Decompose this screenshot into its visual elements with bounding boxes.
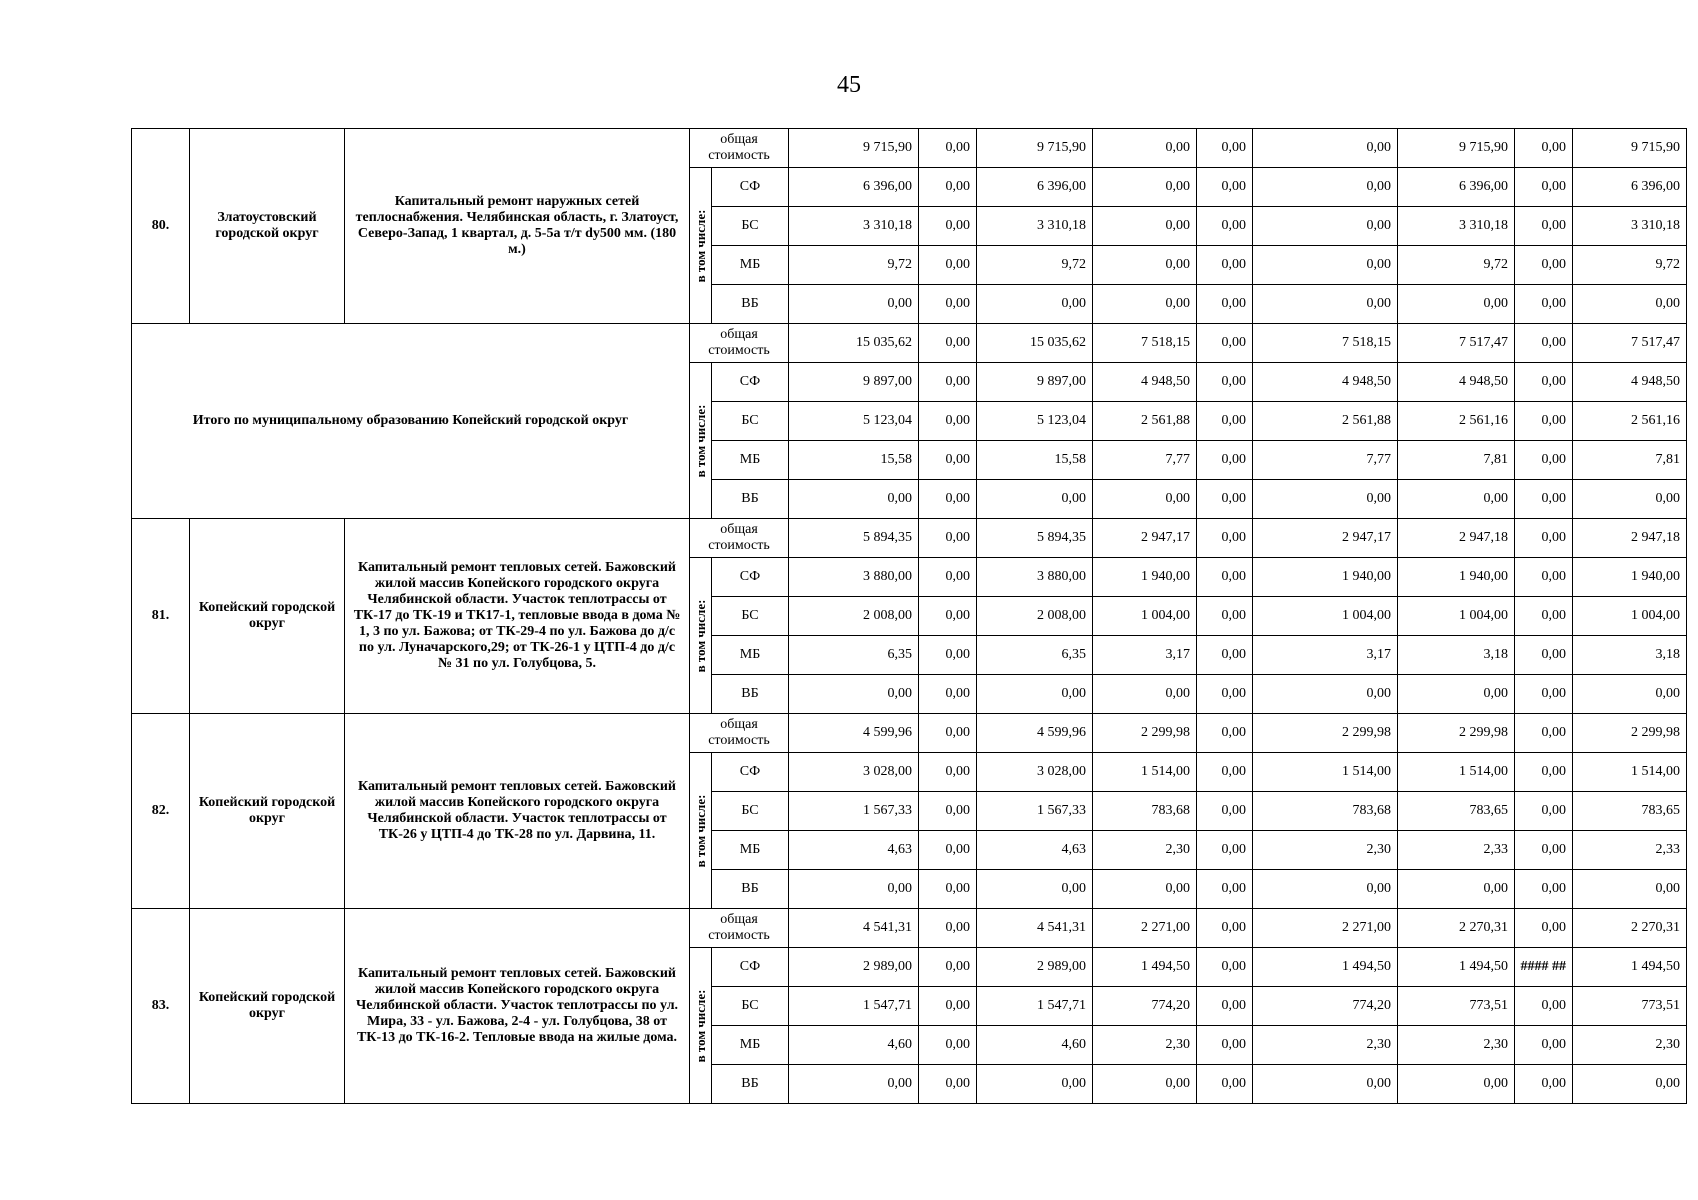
value-cell: 3 310,18 xyxy=(1398,207,1515,246)
value-cell: 0,00 xyxy=(1197,1065,1253,1104)
value-cell: 9 897,00 xyxy=(789,363,919,402)
value-cell: 773,51 xyxy=(1573,987,1687,1026)
including-label-cell xyxy=(690,168,712,324)
row-number: 83. xyxy=(132,909,190,1104)
value-cell: 0,00 xyxy=(919,519,977,558)
value-cell: 0,00 xyxy=(919,831,977,870)
fund-label: БС xyxy=(712,792,789,831)
value-cell: 1 940,00 xyxy=(1253,558,1398,597)
value-cell: 2 299,98 xyxy=(1573,714,1687,753)
value-cell: 0,00 xyxy=(1515,831,1573,870)
table-row xyxy=(132,519,1687,558)
value-cell: 0,00 xyxy=(919,948,977,987)
value-cell: 0,00 xyxy=(1197,168,1253,207)
value-cell: 9,72 xyxy=(789,246,919,285)
value-cell: 4 541,31 xyxy=(977,909,1093,948)
fund-label: СФ xyxy=(712,753,789,792)
value-cell: 0,00 xyxy=(919,675,977,714)
value-cell: 0,00 xyxy=(919,987,977,1026)
value-cell: 0,00 xyxy=(1515,597,1573,636)
value-cell: 1 514,00 xyxy=(1398,753,1515,792)
value-cell: 0,00 xyxy=(1398,675,1515,714)
value-cell: 0,00 xyxy=(1515,1026,1573,1065)
value-cell: 2 299,98 xyxy=(1093,714,1197,753)
value-cell: 0,00 xyxy=(1515,480,1573,519)
value-cell: 0,00 xyxy=(1197,636,1253,675)
value-cell: #### ## xyxy=(1515,948,1573,987)
value-cell: 2 271,00 xyxy=(1093,909,1197,948)
including-label-cell xyxy=(690,363,712,519)
value-cell: 6,35 xyxy=(977,636,1093,675)
value-cell: 0,00 xyxy=(919,168,977,207)
value-cell: 0,00 xyxy=(1573,675,1687,714)
value-cell: 0,00 xyxy=(919,402,977,441)
value-cell: 1 494,50 xyxy=(1573,948,1687,987)
value-cell: 0,00 xyxy=(1253,675,1398,714)
value-cell: 5 894,35 xyxy=(977,519,1093,558)
value-cell: 0,00 xyxy=(1515,987,1573,1026)
value-cell: 3,17 xyxy=(1093,636,1197,675)
value-cell: 773,51 xyxy=(1398,987,1515,1026)
fund-label: СФ xyxy=(712,558,789,597)
value-cell: 9 897,00 xyxy=(977,363,1093,402)
value-cell: 0,00 xyxy=(1197,324,1253,363)
value-cell: 1 514,00 xyxy=(1573,753,1687,792)
value-cell: 2 561,88 xyxy=(1093,402,1197,441)
value-cell: 0,00 xyxy=(789,675,919,714)
value-cell: 7 517,47 xyxy=(1398,324,1515,363)
value-cell: 0,00 xyxy=(1515,636,1573,675)
value-cell: 0,00 xyxy=(1515,168,1573,207)
value-cell: 7,81 xyxy=(1398,441,1515,480)
value-cell: 0,00 xyxy=(919,792,977,831)
fund-label: БС xyxy=(712,207,789,246)
value-cell: 0,00 xyxy=(919,363,977,402)
value-cell: 0,00 xyxy=(1515,285,1573,324)
value-cell: 0,00 xyxy=(919,1026,977,1065)
fund-label: СФ xyxy=(712,948,789,987)
value-cell: 2 299,98 xyxy=(1398,714,1515,753)
including-label: в том числе: xyxy=(692,209,708,282)
value-cell: 0,00 xyxy=(1093,207,1197,246)
value-cell: 3 880,00 xyxy=(977,558,1093,597)
value-cell: 15 035,62 xyxy=(789,324,919,363)
value-cell: 7 517,47 xyxy=(1573,324,1687,363)
value-cell: 1 494,50 xyxy=(1253,948,1398,987)
row-number: 80. xyxy=(132,129,190,324)
value-cell: 0,00 xyxy=(1197,129,1253,168)
municipality-cell: Копейский городской округ xyxy=(190,909,345,1104)
value-cell: 0,00 xyxy=(1093,168,1197,207)
row-number: 81. xyxy=(132,519,190,714)
fund-label: БС xyxy=(712,597,789,636)
including-label: в том числе: xyxy=(692,599,708,672)
value-cell: 0,00 xyxy=(1398,1065,1515,1104)
total-cost-label: общая стоимость xyxy=(690,129,789,168)
value-cell: 0,00 xyxy=(1197,792,1253,831)
work-description: Капитальный ремонт тепловых сетей. Бажовский жилой массив Копейского городского округа Челябинской области. Участок теплотрассы по ул. Мира, 33 - ул. Бажова, 2-4 - ул. Голубцова, 38 от ТК-13 до ТК-16-2. Тепловые ввода на жилые дома. xyxy=(345,909,690,1104)
value-cell: 0,00 xyxy=(1253,1065,1398,1104)
value-cell: 2,30 xyxy=(1398,1026,1515,1065)
value-cell: 2,30 xyxy=(1093,1026,1197,1065)
total-cost-label: общая стоимость xyxy=(690,519,789,558)
total-cost-label: общая стоимость xyxy=(690,324,789,363)
value-cell: 3 310,18 xyxy=(977,207,1093,246)
value-cell: 0,00 xyxy=(977,675,1093,714)
value-cell: 0,00 xyxy=(1515,207,1573,246)
value-cell: 0,00 xyxy=(1093,129,1197,168)
value-cell: 1 004,00 xyxy=(1573,597,1687,636)
value-cell: 0,00 xyxy=(1197,753,1253,792)
including-label: в том числе: xyxy=(692,404,708,477)
value-cell: 1 547,71 xyxy=(977,987,1093,1026)
value-cell: 5 894,35 xyxy=(789,519,919,558)
value-cell: 1 004,00 xyxy=(1253,597,1398,636)
value-cell: 0,00 xyxy=(1398,285,1515,324)
value-cell: 9,72 xyxy=(977,246,1093,285)
value-cell: 0,00 xyxy=(977,1065,1093,1104)
table-row xyxy=(132,324,1687,363)
value-cell: 5 123,04 xyxy=(789,402,919,441)
value-cell: 6 396,00 xyxy=(1573,168,1687,207)
value-cell: 15,58 xyxy=(789,441,919,480)
value-cell: 0,00 xyxy=(919,1065,977,1104)
including-label-cell xyxy=(690,948,712,1104)
table-row xyxy=(132,714,1687,753)
value-cell: 2,30 xyxy=(1253,1026,1398,1065)
value-cell: 0,00 xyxy=(1515,558,1573,597)
value-cell: 4 599,96 xyxy=(789,714,919,753)
value-cell: 2,33 xyxy=(1398,831,1515,870)
value-cell: 0,00 xyxy=(1515,1065,1573,1104)
value-cell: 0,00 xyxy=(1515,675,1573,714)
value-cell: 6,35 xyxy=(789,636,919,675)
value-cell: 0,00 xyxy=(1253,870,1398,909)
value-cell: 4,63 xyxy=(789,831,919,870)
value-cell: 0,00 xyxy=(1253,246,1398,285)
value-cell: 0,00 xyxy=(977,480,1093,519)
value-cell: 7 518,15 xyxy=(1093,324,1197,363)
value-cell: 4,63 xyxy=(977,831,1093,870)
value-cell: 0,00 xyxy=(919,558,977,597)
value-cell: 0,00 xyxy=(1197,558,1253,597)
value-cell: 0,00 xyxy=(919,207,977,246)
value-cell: 2 989,00 xyxy=(789,948,919,987)
value-cell: 7,77 xyxy=(1253,441,1398,480)
value-cell: 2 270,31 xyxy=(1398,909,1515,948)
value-cell: 0,00 xyxy=(1197,363,1253,402)
value-cell: 0,00 xyxy=(1573,1065,1687,1104)
page-number: 45 xyxy=(837,72,861,98)
value-cell: 0,00 xyxy=(919,714,977,753)
value-cell: 4 541,31 xyxy=(789,909,919,948)
value-cell: 1 940,00 xyxy=(1398,558,1515,597)
fund-label: МБ xyxy=(712,831,789,870)
value-cell: 1 567,33 xyxy=(977,792,1093,831)
fund-label: СФ xyxy=(712,363,789,402)
value-cell: 0,00 xyxy=(1197,519,1253,558)
table-row xyxy=(132,129,1687,168)
value-cell: 4 948,50 xyxy=(1093,363,1197,402)
value-cell: 0,00 xyxy=(1515,129,1573,168)
value-cell: 9 715,90 xyxy=(1398,129,1515,168)
value-cell: 3 880,00 xyxy=(789,558,919,597)
value-cell: 7 518,15 xyxy=(1253,324,1398,363)
value-cell: 0,00 xyxy=(919,480,977,519)
value-cell: 0,00 xyxy=(1197,909,1253,948)
value-cell: 0,00 xyxy=(919,870,977,909)
fund-label: МБ xyxy=(712,441,789,480)
value-cell: 0,00 xyxy=(1253,129,1398,168)
funding-table xyxy=(131,128,1687,1104)
value-cell: 783,68 xyxy=(1253,792,1398,831)
value-cell: 1 940,00 xyxy=(1093,558,1197,597)
municipality-cell: Копейский городской округ xyxy=(190,519,345,714)
value-cell: 0,00 xyxy=(1197,285,1253,324)
value-cell: 0,00 xyxy=(1573,480,1687,519)
municipality-cell: Златоустовский городской округ xyxy=(190,129,345,324)
value-cell: 0,00 xyxy=(1398,870,1515,909)
value-cell: 1 940,00 xyxy=(1573,558,1687,597)
value-cell: 0,00 xyxy=(1093,480,1197,519)
value-cell: 0,00 xyxy=(789,1065,919,1104)
value-cell: 2 008,00 xyxy=(977,597,1093,636)
value-cell: 9,72 xyxy=(1398,246,1515,285)
work-description: Капитальный ремонт наружных сетей теплоснабжения. Челябинская область, г. Златоуст, Северо-Запад, 1 квартал, д. 5-5а т/т dy500 мм. (180 м.) xyxy=(345,129,690,324)
value-cell: 1 494,50 xyxy=(1093,948,1197,987)
value-cell: 0,00 xyxy=(1515,246,1573,285)
value-cell: 0,00 xyxy=(789,870,919,909)
value-cell: 1 494,50 xyxy=(1398,948,1515,987)
value-cell: 0,00 xyxy=(1573,870,1687,909)
value-cell: 0,00 xyxy=(977,870,1093,909)
value-cell: 6 396,00 xyxy=(977,168,1093,207)
value-cell: 9 715,90 xyxy=(789,129,919,168)
including-label: в том числе: xyxy=(692,794,708,867)
value-cell: 1 004,00 xyxy=(1398,597,1515,636)
value-cell: 2 008,00 xyxy=(789,597,919,636)
value-cell: 0,00 xyxy=(1197,870,1253,909)
value-cell: 2 989,00 xyxy=(977,948,1093,987)
value-cell: 0,00 xyxy=(1253,207,1398,246)
value-cell: 2 947,17 xyxy=(1093,519,1197,558)
value-cell: 2,30 xyxy=(1253,831,1398,870)
value-cell: 1 004,00 xyxy=(1093,597,1197,636)
including-label-cell xyxy=(690,753,712,909)
work-description: Капитальный ремонт тепловых сетей. Бажовский жилой массив Копейского городского округа Челябинской области. Участок теплотрассы от ТК-17 до ТК-19 и ТК17-1, тепловые ввода в дома № 1, 3 по ул. Бажова; от ТК-29-4 по ул. Бажова до д/с по ул. Луначарского,29; от ТК-26-1 у ЦТП-4 до д/с № 31 по ул. Голубцова, 5. xyxy=(345,519,690,714)
fund-label: БС xyxy=(712,402,789,441)
value-cell: 0,00 xyxy=(1253,285,1398,324)
value-cell: 783,68 xyxy=(1093,792,1197,831)
fund-label: МБ xyxy=(712,1026,789,1065)
value-cell: 0,00 xyxy=(789,480,919,519)
value-cell: 3 028,00 xyxy=(977,753,1093,792)
fund-label: ВБ xyxy=(712,285,789,324)
value-cell: 5 123,04 xyxy=(977,402,1093,441)
value-cell: 0,00 xyxy=(1197,246,1253,285)
value-cell: 3,18 xyxy=(1573,636,1687,675)
value-cell: 2,30 xyxy=(1573,1026,1687,1065)
value-cell: 783,65 xyxy=(1398,792,1515,831)
total-cost-label: общая стоимость xyxy=(690,714,789,753)
value-cell: 0,00 xyxy=(1197,948,1253,987)
value-cell: 0,00 xyxy=(1197,1026,1253,1065)
including-label-cell xyxy=(690,558,712,714)
value-cell: 2 270,31 xyxy=(1573,909,1687,948)
value-cell: 0,00 xyxy=(919,753,977,792)
value-cell: 6 396,00 xyxy=(789,168,919,207)
value-cell: 0,00 xyxy=(789,285,919,324)
value-cell: 0,00 xyxy=(1093,246,1197,285)
value-cell: 0,00 xyxy=(1197,402,1253,441)
value-cell: 0,00 xyxy=(1515,870,1573,909)
value-cell: 2 561,16 xyxy=(1573,402,1687,441)
value-cell: 4,60 xyxy=(789,1026,919,1065)
value-cell: 0,00 xyxy=(1398,480,1515,519)
value-cell: 0,00 xyxy=(1573,285,1687,324)
fund-label: ВБ xyxy=(712,1065,789,1104)
value-cell: 0,00 xyxy=(1197,441,1253,480)
value-cell: 7,81 xyxy=(1573,441,1687,480)
value-cell: 4 948,50 xyxy=(1253,363,1398,402)
value-cell: 2,33 xyxy=(1573,831,1687,870)
table-row xyxy=(132,909,1687,948)
value-cell: 0,00 xyxy=(919,324,977,363)
value-cell: 0,00 xyxy=(919,441,977,480)
value-cell: 0,00 xyxy=(1515,402,1573,441)
value-cell: 0,00 xyxy=(1515,363,1573,402)
value-cell: 1 547,71 xyxy=(789,987,919,1026)
value-cell: 2 299,98 xyxy=(1253,714,1398,753)
value-cell: 6 396,00 xyxy=(1398,168,1515,207)
value-cell: 2,30 xyxy=(1093,831,1197,870)
value-cell: 3,17 xyxy=(1253,636,1398,675)
fund-label: СФ xyxy=(712,168,789,207)
value-cell: 0,00 xyxy=(1197,207,1253,246)
value-cell: 0,00 xyxy=(1197,987,1253,1026)
value-cell: 2 947,18 xyxy=(1398,519,1515,558)
fund-label: ВБ xyxy=(712,675,789,714)
value-cell: 0,00 xyxy=(919,129,977,168)
value-cell: 0,00 xyxy=(1515,324,1573,363)
value-cell: 0,00 xyxy=(1197,480,1253,519)
value-cell: 0,00 xyxy=(919,909,977,948)
value-cell: 0,00 xyxy=(919,636,977,675)
value-cell: 0,00 xyxy=(1093,285,1197,324)
value-cell: 2 947,18 xyxy=(1573,519,1687,558)
fund-label: ВБ xyxy=(712,870,789,909)
value-cell: 0,00 xyxy=(1197,831,1253,870)
value-cell: 2 561,88 xyxy=(1253,402,1398,441)
value-cell: 0,00 xyxy=(1253,480,1398,519)
fund-label: ВБ xyxy=(712,480,789,519)
value-cell: 0,00 xyxy=(1197,714,1253,753)
value-cell: 0,00 xyxy=(919,246,977,285)
value-cell: 9 715,90 xyxy=(1573,129,1687,168)
value-cell: 4 599,96 xyxy=(977,714,1093,753)
including-label: в том числе: xyxy=(692,989,708,1062)
value-cell: 2 271,00 xyxy=(1253,909,1398,948)
row-number: 82. xyxy=(132,714,190,909)
fund-label: БС xyxy=(712,987,789,1026)
value-cell: 1 514,00 xyxy=(1093,753,1197,792)
municipality-cell: Копейский городской округ xyxy=(190,714,345,909)
fund-label: МБ xyxy=(712,636,789,675)
value-cell: 0,00 xyxy=(1197,597,1253,636)
value-cell: 4,60 xyxy=(977,1026,1093,1065)
value-cell: 1 567,33 xyxy=(789,792,919,831)
fund-label: МБ xyxy=(712,246,789,285)
value-cell: 0,00 xyxy=(1515,753,1573,792)
value-cell: 3 028,00 xyxy=(789,753,919,792)
value-cell: 3 310,18 xyxy=(789,207,919,246)
value-cell: 3,18 xyxy=(1398,636,1515,675)
work-description: Капитальный ремонт тепловых сетей. Бажовский жилой массив Копейского городского округа Челябинской области. Участок теплотрассы от ТК-26 у ЦТП-4 до ТК-28 по ул. Дарвина, 11. xyxy=(345,714,690,909)
value-cell: 1 514,00 xyxy=(1253,753,1398,792)
value-cell: 0,00 xyxy=(1515,714,1573,753)
value-cell: 0,00 xyxy=(919,285,977,324)
value-cell: 774,20 xyxy=(1093,987,1197,1026)
value-cell: 2 561,16 xyxy=(1398,402,1515,441)
value-cell: 2 947,17 xyxy=(1253,519,1398,558)
value-cell: 0,00 xyxy=(1515,909,1573,948)
value-cell: 0,00 xyxy=(1197,675,1253,714)
value-cell: 0,00 xyxy=(1093,675,1197,714)
value-cell: 15,58 xyxy=(977,441,1093,480)
value-cell: 0,00 xyxy=(1515,441,1573,480)
value-cell: 9,72 xyxy=(1573,246,1687,285)
value-cell: 4 948,50 xyxy=(1398,363,1515,402)
value-cell: 0,00 xyxy=(1515,792,1573,831)
value-cell: 0,00 xyxy=(1093,1065,1197,1104)
value-cell: 9 715,90 xyxy=(977,129,1093,168)
value-cell: 0,00 xyxy=(1253,168,1398,207)
value-cell: 0,00 xyxy=(1093,870,1197,909)
total-label: Итого по муниципальному образованию Копейский городской округ xyxy=(132,324,690,519)
value-cell: 774,20 xyxy=(1253,987,1398,1026)
value-cell: 4 948,50 xyxy=(1573,363,1687,402)
value-cell: 15 035,62 xyxy=(977,324,1093,363)
value-cell: 783,65 xyxy=(1573,792,1687,831)
value-cell: 0,00 xyxy=(977,285,1093,324)
value-cell: 7,77 xyxy=(1093,441,1197,480)
total-cost-label: общая стоимость xyxy=(690,909,789,948)
value-cell: 0,00 xyxy=(1515,519,1573,558)
value-cell: 3 310,18 xyxy=(1573,207,1687,246)
value-cell: 0,00 xyxy=(919,597,977,636)
